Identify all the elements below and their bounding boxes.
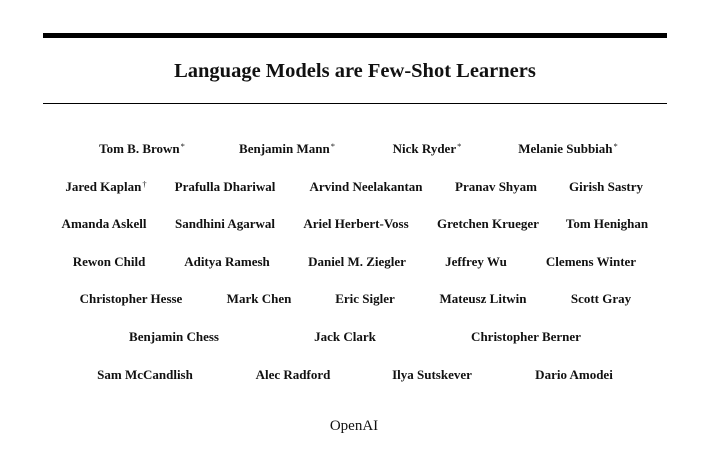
author-name-text: Sandhini Agarwal: [174, 216, 276, 231]
author-name-text: Amanda Askell: [61, 216, 147, 231]
author-name: [73, 252, 146, 272]
bottom-rule: [43, 103, 667, 104]
affiliation: OpenAI: [329, 418, 379, 434]
author-footnote-mark: *: [180, 141, 185, 151]
author-name-text: Aditya Ramesh: [184, 254, 270, 269]
author-name-text: Girish Sastry: [568, 179, 644, 194]
author-name: [314, 327, 376, 347]
author-name: [439, 289, 526, 309]
author-name-text: Christopher Hesse: [79, 291, 183, 306]
author-name-text: Alec Radford: [255, 367, 331, 382]
author-name-text: Benjamin Mann: [239, 141, 330, 156]
author-name-text: Jack Clark: [314, 329, 376, 344]
author-name-text: Tom B. Brown: [99, 141, 180, 156]
paper-title: Language Models are Few-Shot Learners: [174, 60, 536, 82]
author-name-text: Tom Henighan: [565, 216, 649, 231]
author-name-text: Ariel Herbert-Voss: [303, 216, 409, 231]
author-name-text: Dario Amodei: [535, 367, 613, 382]
author-row: [0, 214, 708, 234]
author-name-text: Daniel M. Ziegler: [308, 254, 406, 269]
author-name: [571, 289, 631, 309]
author-row: [0, 327, 708, 347]
author-row: [0, 289, 708, 309]
author-name: [308, 252, 406, 272]
author-name-text: Arvind Neelakantan: [309, 179, 423, 194]
author-footnote-mark: *: [330, 141, 335, 151]
author-name: [97, 365, 193, 385]
author-name-text: Mark Chen: [226, 291, 292, 306]
author-name-text: Ilya Sutskever: [392, 367, 472, 382]
author-name: [471, 327, 581, 347]
author-name-text: Rewon Child: [72, 254, 146, 269]
author-name-text: Gretchen Krueger: [437, 216, 539, 231]
author-name: [437, 214, 539, 234]
author-name-text: Nick Ryder: [392, 141, 457, 156]
author-name: [455, 177, 537, 197]
author-row: [0, 139, 708, 159]
author-name: [309, 177, 422, 197]
author-name: [518, 139, 618, 159]
author-name-text: Scott Gray: [570, 291, 632, 306]
author-name: [80, 289, 183, 309]
author-name: [239, 139, 335, 159]
author-name: [392, 365, 472, 385]
author-name: [227, 289, 292, 309]
author-name: [566, 214, 648, 234]
author-name: [65, 177, 146, 197]
author-name-text: Benjamin Chess: [129, 329, 219, 344]
author-name: [62, 214, 147, 234]
author-name: [129, 327, 219, 347]
author-name: [175, 177, 276, 197]
author-name-text: Melanie Subbiah: [518, 141, 613, 156]
author-name: [303, 214, 408, 234]
author-name: [569, 177, 643, 197]
author-name: [393, 139, 462, 159]
author-name-text: Clemens Winter: [545, 254, 637, 269]
author-name: [256, 365, 331, 385]
author-row: [0, 365, 708, 385]
author-name-text: Jared Kaplan: [65, 179, 142, 194]
author-name: [546, 252, 636, 272]
author-name: [99, 139, 185, 159]
author-row: [0, 252, 708, 272]
author-name-text: Pranav Shyam: [455, 179, 537, 194]
author-name-text: Mateusz Litwin: [439, 291, 527, 306]
author-name-text: Eric Sigler: [335, 291, 395, 306]
author-footnote-mark: *: [613, 141, 618, 151]
author-footnote-mark: †: [142, 179, 147, 189]
author-name-text: Christopher Berner: [471, 329, 581, 344]
author-name: [535, 365, 613, 385]
author-name: [445, 252, 507, 272]
author-name-text: Prafulla Dhariwal: [174, 179, 276, 194]
top-rule: [43, 33, 667, 38]
author-name: [335, 289, 395, 309]
author-name: [184, 252, 270, 272]
author-row: [0, 177, 708, 197]
author-name: [175, 214, 275, 234]
author-footnote-mark: *: [457, 141, 462, 151]
author-name-text: Sam McCandlish: [97, 367, 193, 382]
author-name-text: Jeffrey Wu: [445, 254, 507, 269]
